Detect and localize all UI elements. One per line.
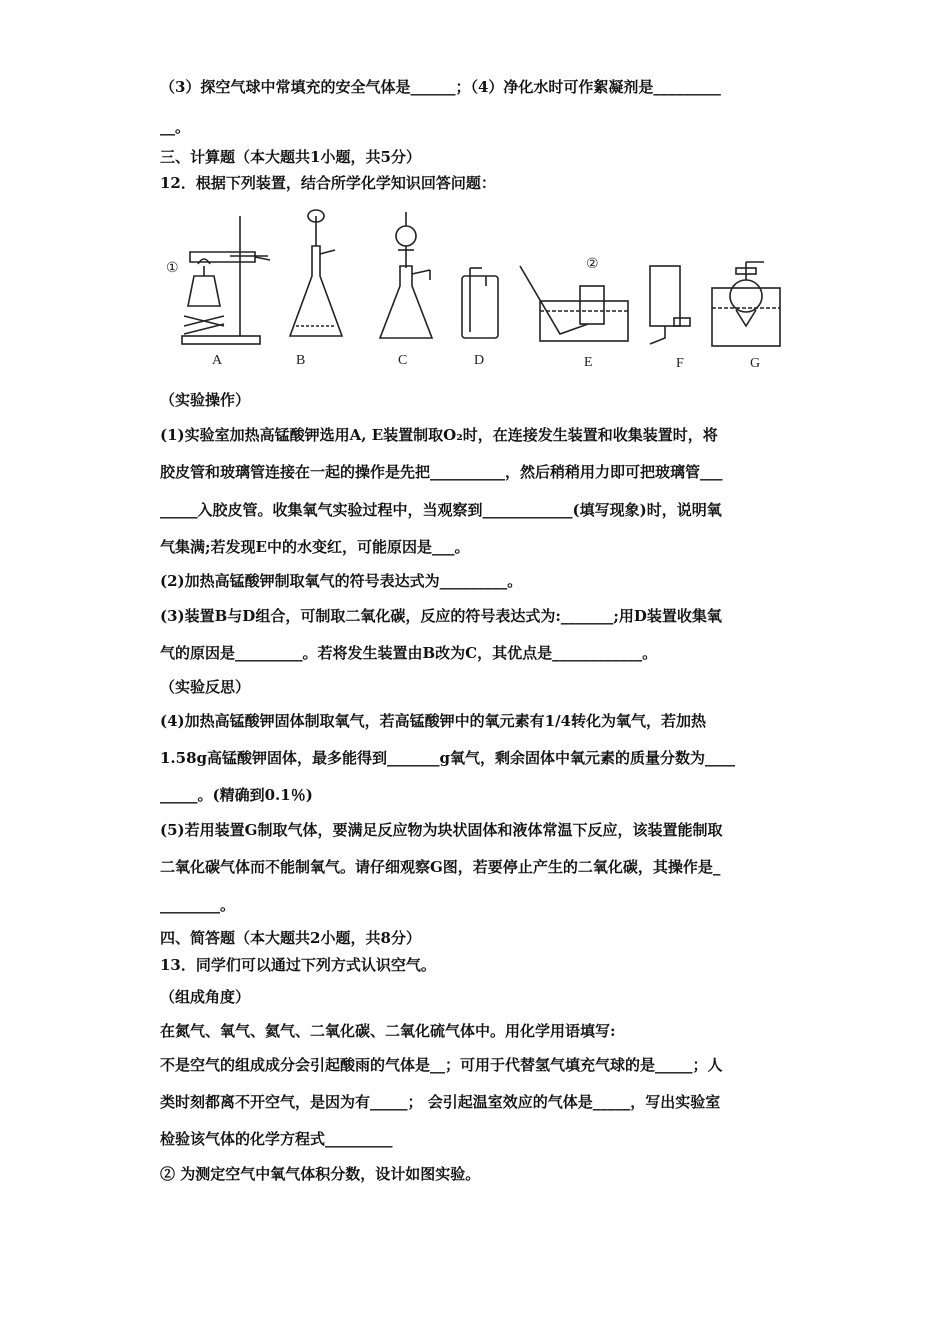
label-c: C: [398, 353, 408, 368]
lift-stand: [184, 316, 224, 334]
line-q1d: 气集满;若发现E中的水变红，可能原因是___。: [160, 538, 470, 556]
line-13e: ② 为测定空气中氧气体积分数，设计如图实验。: [160, 1165, 481, 1183]
label-d: D: [474, 353, 485, 368]
beaker-g: [712, 288, 780, 346]
line-q4a: (4)加热高锰酸钾固体制取氧气，若高锰酸钾中的氧元素有1/4转化为氧气，若加热: [160, 712, 706, 730]
label-a: A: [212, 353, 223, 368]
line-q5c: ________。: [160, 896, 236, 914]
line-q1c: _____入胶皮管。收集氧气实验过程中，当观察到____________(填写现象)时，说明氧: [160, 501, 722, 519]
apparatus-figure: [160, 206, 800, 381]
line-13a: 在氮气、氧气、氦气、二氧化碳、二氧化硫气体中。用化学用语填写:: [160, 1022, 616, 1040]
line-13b: 不是空气的组成成分会引起酸雨的气体是__；可用于代替氢气填充气球的是_____；人: [160, 1056, 723, 1074]
line-1: （3）探空气球中常填充的安全气体是______；（4）净化水时可作絮凝剂是_________: [160, 78, 721, 96]
burner: [188, 276, 220, 306]
question-13: 13．同学们可以通过下列方式认识空气。: [160, 956, 436, 974]
apparatus-drawing: [160, 206, 800, 381]
bottle-f: [650, 266, 680, 326]
collecting-bottle-e: [580, 286, 604, 324]
line-q4c: _____。(精确到0.1％): [160, 786, 313, 804]
label-g: G: [750, 356, 761, 371]
heading-operation: （实验操作）: [160, 391, 251, 409]
heading-composition: （组成角度）: [160, 988, 251, 1006]
label-f: F: [676, 356, 684, 371]
line-q1b: 胶皮管和玻璃管连接在一起的操作是先把__________，然后稍稍用力即可把玻璃管___: [160, 463, 723, 481]
flask-b: [290, 246, 342, 336]
line-q5b: 二氧化碳气体而不能制氧气。请仔细观察G图，若要停止产生的二氧化碳，其操作是_: [160, 858, 721, 876]
line-q5a: (5)若用装置G制取气体，要满足反应物为块状固体和液体常温下反应，该装置能制取: [160, 821, 723, 839]
flask-c: [380, 266, 432, 338]
label-e: E: [584, 355, 593, 370]
line-13d: 检验该气体的化学方程式_________: [160, 1130, 393, 1148]
line-q3a: (3)装置B与D组合，可制取二氧化碳，反应的符号表达式为:_______;用D装置收集氧: [160, 607, 722, 625]
line-q1a: (1)实验室加热高锰酸钾选用A, E装置制取O₂时，在连接发生装置和收集装置时，将: [160, 426, 718, 444]
line-13c: 类时刻都离不开空气，是因为有_____； 会引起温室效应的气体是_____，写出实验室: [160, 1093, 721, 1111]
label-b: B: [296, 353, 306, 368]
line-q2: (2)加热高锰酸钾制取氧气的符号表达式为_________。: [160, 572, 523, 590]
line-2: __。: [160, 118, 191, 136]
section-title-3: 三、计算题（本大题共1小题，共5分）: [160, 148, 421, 166]
question-12: 12．根据下列装置，结合所学化学知识回答问题：: [160, 174, 496, 192]
heading-reflection: （实验反思）: [160, 678, 251, 696]
stand-base: [182, 336, 260, 344]
marker-1: ①: [166, 261, 179, 276]
marker-2: ②: [586, 257, 599, 272]
line-q3b: 气的原因是_________。若将发生装置由B改为C，其优点是____________。: [160, 644, 658, 662]
bottle-d: [462, 276, 498, 338]
section-title-4: 四、简答题（本大题共2小题，共8分）: [160, 929, 421, 947]
line-q4b: 1.58g高锰酸钾固体，最多能得到_______g氧气，剩余固体中氧元素的质量分数为____: [160, 749, 736, 767]
